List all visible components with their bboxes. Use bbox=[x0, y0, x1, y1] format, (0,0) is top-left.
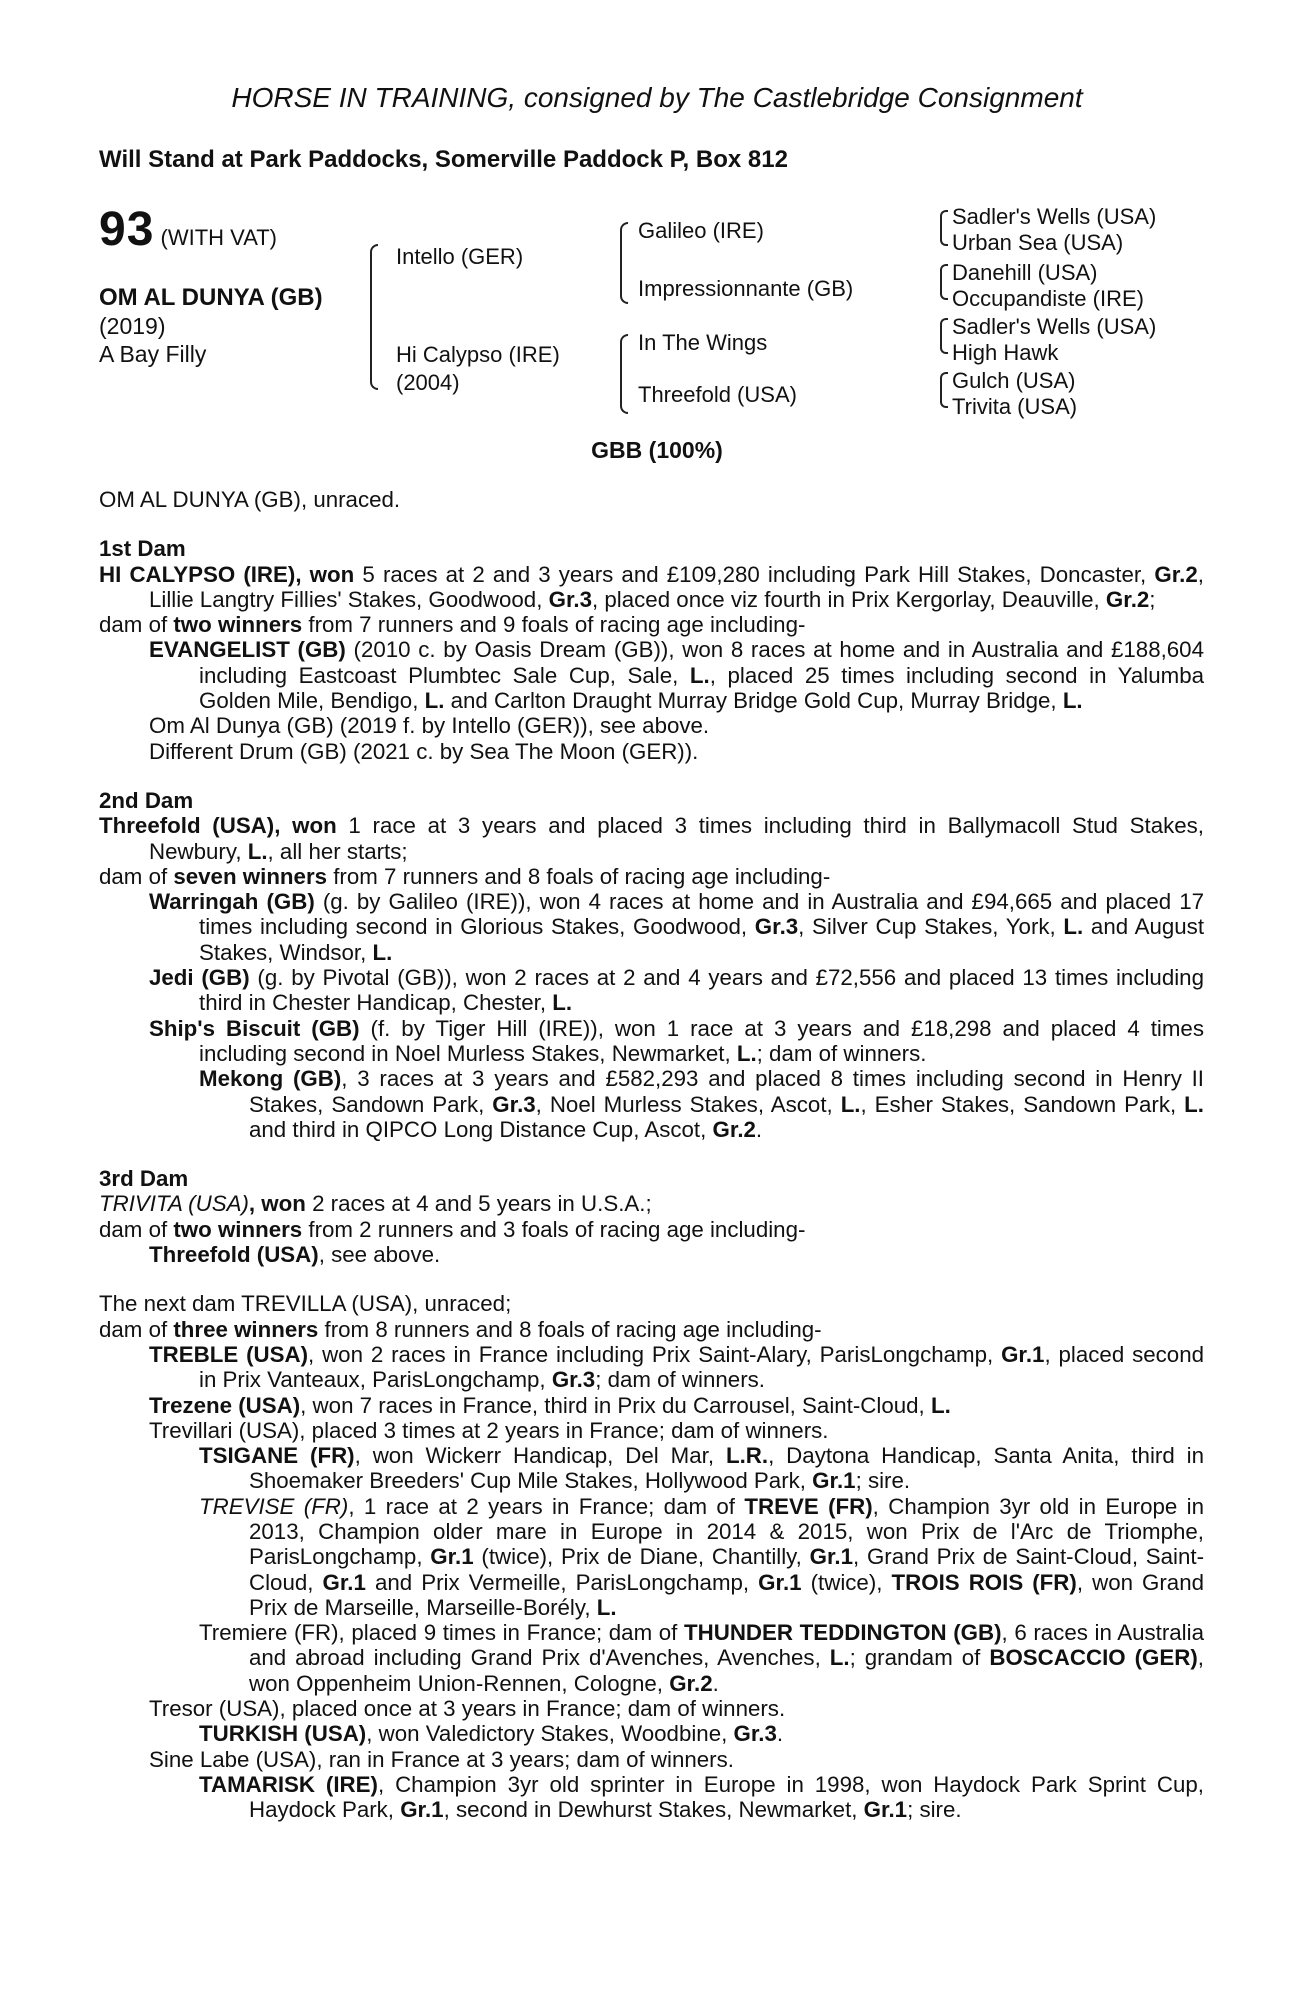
gg-3: Danehill (USA) bbox=[952, 260, 1098, 285]
dam-sire: In The Wings bbox=[638, 330, 768, 355]
gg-7: Gulch (USA) bbox=[952, 368, 1076, 393]
om-al-dunya-entry: Om Al Dunya (GB) (2019 f. by Intello (GER)), see above. bbox=[149, 713, 710, 739]
evangelist-entry: EVANGELIST (GB) (2010 c. by Oasis Dream (GB)), won 8 races at home and in Australia and £188,604 including Eastcoast Plumbtec Sale Cup, Sale, L., placed 25 times including second in Yalumba Golden Mile, Bendigo, L. and Carlton Draught Murray Bridge Gold Cup, Murray Bridge, L. bbox=[149, 637, 1205, 714]
sine-labe-entry: Sine Labe (USA), ran in France at 3 years; dam of winners. bbox=[149, 1746, 734, 1772]
first-dam-record: HI CALYPSO (IRE), won 5 races at 2 and 3 years and £109,280 including Park Hill Stakes, Doncaster, Gr.2, Lillie Langtry Fillies' Stakes, Goodwood, Gr.3, placed once viz fourth in Prix Kergorlay, Deauville, Gr.2; bbox=[99, 561, 1204, 612]
dam-dam: Threefold (USA) bbox=[638, 382, 797, 407]
tresor-entry: Tresor (USA), placed once at 3 years in France; dam of winners. bbox=[149, 1696, 786, 1722]
third-dam-record: TRIVITA (USA), won 2 races at 4 and 5 years in U.S.A.; bbox=[99, 1191, 652, 1217]
gg-5: Sadler's Wells (USA) bbox=[952, 314, 1157, 339]
tamarisk-entry: TAMARISK (IRE), Champion 3yr old sprinter in Europe in 1998, won Haydock Park Sprint Cup, Haydock Park, Gr.1, second in Dewhurst Stakes, Newmarket, Gr.1; sire. bbox=[199, 1771, 1204, 1823]
trezene-entry: Trezene (USA), won 7 races in France, third in Prix du Carrousel, Saint-Cloud, L. bbox=[149, 1392, 951, 1418]
page-header: HORSE IN TRAINING, consigned by The Castlebridge Consignment bbox=[231, 82, 1083, 113]
stand-location: Will Stand at Park Paddocks, Somerville Paddock P, Box 812 bbox=[99, 146, 788, 173]
sire-dam: Impressionnante (GB) bbox=[638, 276, 854, 301]
gg-6: High Hawk bbox=[952, 340, 1059, 365]
gbb-rating: GBB (100%) bbox=[591, 437, 723, 463]
gg-2: Urban Sea (USA) bbox=[952, 230, 1124, 255]
horse-description: A Bay Filly bbox=[99, 341, 207, 367]
second-dam-heading: 2nd Dam bbox=[99, 787, 194, 813]
horse-name: OM AL DUNYA (GB) bbox=[99, 284, 323, 311]
trevillari-entry: Trevillari (USA), placed 3 times at 2 years in France; dam of winners. bbox=[149, 1417, 829, 1443]
different-drum-entry: Different Drum (GB) (2021 c. by Sea The Moon (GER)). bbox=[149, 738, 699, 764]
warringah-entry: Warringah (GB) (g. by Galileo (IRE)), won 4 races at home and in Australia and £94,665 and placed 17 times including second in Glorious Stakes, Goodwood, Gr.3, Silver Cup Stakes, York, L. and August Stakes, Windsor, L. bbox=[149, 889, 1205, 965]
lot-number: 93 bbox=[99, 203, 155, 256]
lot-block bbox=[99, 202, 277, 257]
sire-sire: Galileo (IRE) bbox=[638, 218, 764, 243]
second-dam-produce: dam of seven winners from 7 runners and 8 foals of racing age including- bbox=[99, 863, 831, 889]
next-dam-record: The next dam TREVILLA (USA), unraced; bbox=[99, 1291, 512, 1317]
unraced-note: OM AL DUNYA (GB), unraced. bbox=[99, 487, 401, 512]
gg-4: Occupandiste (IRE) bbox=[952, 286, 1144, 311]
first-dam-heading: 1st Dam bbox=[99, 536, 186, 562]
trevise-entry: TREVISE (FR), 1 race at 2 years in France; dam of TREVE (FR), Champion 3yr old in Europe in 2013, Champion older mare in Europe in 2014 & 2015, won Prix de l'Arc de Triomphe, ParisLongchamp, Gr.1 (twice), Prix de Diane, Chantilly, Gr.1, Grand Prix de Saint-Cloud, Saint-Cloud, Gr.1 and Prix Vermeille, ParisLongchamp, Gr.1 (twice), TROIS ROIS (FR), won Grand Prix de Marseille, Marseille-Borély, L. bbox=[199, 1493, 1205, 1620]
ships-biscuit-entry: Ship's Biscuit (GB) (f. by Tiger Hill (IRE)), won 1 race at 3 years and £18,298 and placed 4 times including second in Noel Murless Stakes, Newmarket, L.; dam of winners. bbox=[149, 1015, 1204, 1066]
turkish-entry: TURKISH (USA), won Valedictory Stakes, Woodbine, Gr.3. bbox=[199, 1721, 784, 1747]
horse-year: (2019) bbox=[99, 313, 166, 339]
vat-note: (WITH VAT) bbox=[160, 225, 278, 250]
tremiere-entry: Tremiere (FR), placed 9 times in France; dam of THUNDER TEDDINGTON (GB), 6 races in Australia and abroad including Grand Prix d'Avenches, Avenches, L.; grandam of BOSCACCIO (GER), won Oppenheim Union-Rennen, Cologne, Gr.2. bbox=[199, 1620, 1204, 1696]
sire: Intello (GER) bbox=[396, 244, 524, 269]
third-dam-heading: 3rd Dam bbox=[99, 1166, 189, 1192]
third-dam-produce: dam of two winners from 2 runners and 3 foals of racing age including- bbox=[99, 1216, 806, 1242]
threefold-entry: Threefold (USA), see above. bbox=[149, 1242, 441, 1268]
dam-year: (2004) bbox=[396, 370, 460, 395]
first-dam-produce: dam of two winners from 7 runners and 9 foals of racing age including- bbox=[99, 612, 806, 638]
catalogue-body bbox=[99, 487, 1204, 1823]
tsigane-entry: TSIGANE (FR), won Wickerr Handicap, Del Mar, L.R., Daytona Handicap, Santa Anita, third in Shoemaker Breeders' Cup Mile Stakes, Hollywood Park, Gr.1; sire. bbox=[199, 1443, 1204, 1494]
mekong-entry: Mekong (GB), 3 races at 3 years and £582,293 and placed 8 times including second in Henry II Stakes, Sandown Park, Gr.3, Noel Murless Stakes, Ascot, L., Esher Stakes, Sandown Park, L. and third in QIPCO Long Distance Cup, Ascot, Gr.2. bbox=[199, 1066, 1204, 1142]
second-dam-record: Threefold (USA), won 1 race at 3 years and placed 3 times including third in Ballymacoll Stud Stakes, Newbury, L., all her starts; bbox=[99, 813, 1204, 864]
treble-entry: TREBLE (USA), won 2 races in France including Prix Saint-Alary, ParisLongchamp, Gr.1, placed second in Prix Vanteaux, ParisLongchamp, Gr.3; dam of winners. bbox=[149, 1341, 1205, 1393]
gg-8: Trivita (USA) bbox=[952, 394, 1078, 419]
jedi-entry: Jedi (GB) (g. by Pivotal (GB)), won 2 races at 2 and 4 years and £72,556 and placed 13 times including third in Chester Handicap, Chester, L. bbox=[149, 965, 1204, 1016]
gg-1: Sadler's Wells (USA) bbox=[952, 204, 1157, 229]
next-dam-produce: dam of three winners from 8 runners and 8 foals of racing age including- bbox=[99, 1316, 822, 1342]
horse-info bbox=[99, 284, 349, 368]
dam: Hi Calypso (IRE) bbox=[396, 342, 560, 367]
